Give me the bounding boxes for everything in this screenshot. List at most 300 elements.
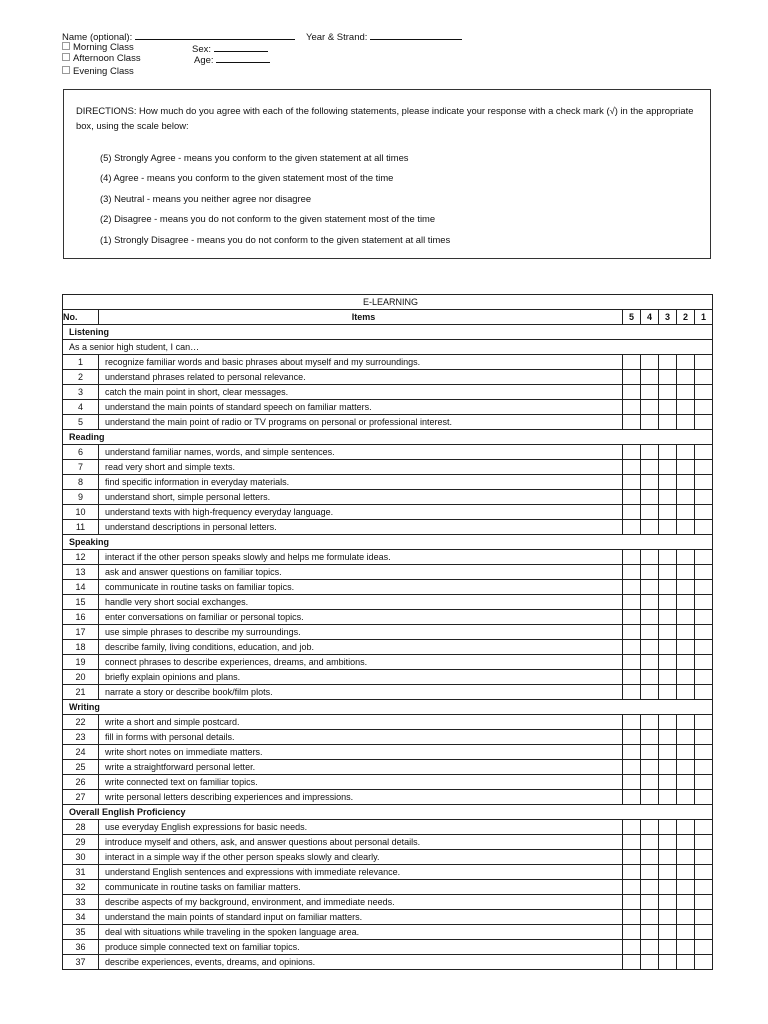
scale-disagree: (2) Disagree - means you do not conform to the given statement most of the time [100,213,436,224]
rating-box-4[interactable] [641,385,659,400]
item-text: interact in a simple way if the other person speaks slowly and clearly. [99,850,623,865]
checkbox-icon[interactable] [62,66,70,74]
rating-box-4[interactable] [641,505,659,520]
rating-box-4[interactable] [641,895,659,910]
item-number: 13 [63,565,99,580]
rating-box-3[interactable] [659,460,677,475]
item-text: use everyday English expressions for basic needs. [99,820,623,835]
item-number: 27 [63,790,99,805]
rating-box-4[interactable] [641,715,659,730]
rating-box-5[interactable] [623,475,641,490]
column-header-1: 1 [695,310,713,325]
section-title: Overall English Proficiency [63,805,713,820]
rating-box-4[interactable] [641,475,659,490]
rating-box-5[interactable] [623,730,641,745]
rating-box-3[interactable] [659,670,677,685]
item-number: 18 [63,640,99,655]
rating-box-4[interactable] [641,775,659,790]
rating-box-4[interactable] [641,415,659,430]
item-number: 24 [63,745,99,760]
item-number: 3 [63,385,99,400]
rating-box-3[interactable] [659,790,677,805]
rating-box-3[interactable] [659,475,677,490]
rating-box-1[interactable] [695,505,713,520]
rating-box-5[interactable] [623,505,641,520]
rating-box-2[interactable] [677,625,695,640]
item-text: write a short and simple postcard. [99,715,623,730]
rating-box-1[interactable] [695,940,713,955]
rating-box-4[interactable] [641,520,659,535]
rating-box-1[interactable] [695,355,713,370]
rating-box-3[interactable] [659,490,677,505]
table-row [63,745,713,760]
rating-box-5[interactable] [623,745,641,760]
rating-box-1[interactable] [695,415,713,430]
rating-box-2[interactable] [677,505,695,520]
rating-box-5[interactable] [623,880,641,895]
rating-box-2[interactable] [677,730,695,745]
rating-box-4[interactable] [641,580,659,595]
rating-box-2[interactable] [677,670,695,685]
rating-box-4[interactable] [641,565,659,580]
rating-box-1[interactable] [695,550,713,565]
class-label-evening: Evening Class [73,66,134,77]
rating-box-4[interactable] [641,445,659,460]
item-number: 7 [63,460,99,475]
item-number: 1 [63,355,99,370]
table-row [63,775,713,790]
item-number: 12 [63,550,99,565]
table-header-row [63,310,713,325]
rating-box-5[interactable] [623,850,641,865]
rating-box-4[interactable] [641,925,659,940]
rating-box-3[interactable] [659,610,677,625]
item-text: handle very short social exchanges. [99,595,623,610]
rating-box-5[interactable] [623,715,641,730]
rating-box-5[interactable] [623,955,641,970]
rating-box-3[interactable] [659,580,677,595]
rating-box-2[interactable] [677,520,695,535]
rating-box-3[interactable] [659,595,677,610]
rating-box-3[interactable] [659,640,677,655]
rating-box-2[interactable] [677,355,695,370]
rating-box-4[interactable] [641,610,659,625]
rating-box-5[interactable] [623,895,641,910]
table-row [63,895,713,910]
rating-box-3[interactable] [659,355,677,370]
rating-box-5[interactable] [623,820,641,835]
rating-box-4[interactable] [641,760,659,775]
rating-box-2[interactable] [677,715,695,730]
rating-box-5[interactable] [623,670,641,685]
survey-table [62,294,713,970]
table-row [63,640,713,655]
item-number: 32 [63,880,99,895]
scale-neutral: (3) Neutral - means you neither agree nor disagree [100,193,312,204]
scale-agree: (4) Agree - means you conform to the given statement most of the time [100,172,394,183]
rating-box-2[interactable] [677,760,695,775]
rating-box-5[interactable] [623,445,641,460]
rating-box-1[interactable] [695,580,713,595]
rating-box-3[interactable] [659,925,677,940]
table-row [63,910,713,925]
rating-box-5[interactable] [623,385,641,400]
rating-box-3[interactable] [659,775,677,790]
rating-box-3[interactable] [659,370,677,385]
rating-box-1[interactable] [695,730,713,745]
item-number: 5 [63,415,99,430]
item-text: understand English sentences and expressions with immediate relevance. [99,865,623,880]
rating-box-5[interactable] [623,400,641,415]
rating-box-3[interactable] [659,385,677,400]
table-row [63,925,713,940]
rating-box-2[interactable] [677,685,695,700]
table-row [63,565,713,580]
rating-box-3[interactable] [659,415,677,430]
table-title-row [63,295,713,310]
rating-box-4[interactable] [641,910,659,925]
rating-box-1[interactable] [695,790,713,805]
rating-box-4[interactable] [641,835,659,850]
rating-box-2[interactable] [677,460,695,475]
rating-box-1[interactable] [695,925,713,940]
item-text: describe aspects of my background, environment, and immediate needs. [99,895,623,910]
rating-box-3[interactable] [659,850,677,865]
rating-box-1[interactable] [695,955,713,970]
item-text: understand familiar names, words, and simple sentences. [99,445,623,460]
rating-box-4[interactable] [641,850,659,865]
rating-box-5[interactable] [623,685,641,700]
rating-box-1[interactable] [695,610,713,625]
rating-box-5[interactable] [623,625,641,640]
table-row [63,595,713,610]
rating-box-4[interactable] [641,880,659,895]
rating-box-2[interactable] [677,775,695,790]
item-text: read very short and simple texts. [99,460,623,475]
table-row [63,940,713,955]
rating-box-2[interactable] [677,445,695,460]
sex-label: Sex: [192,44,212,55]
section-header-row [63,805,713,820]
section-title: Speaking [63,535,713,550]
year-strand-label: Year & Strand: [305,32,368,43]
item-text: introduce myself and others, ask, and answer questions about personal details. [99,835,623,850]
rating-box-3[interactable] [659,565,677,580]
rating-box-2[interactable] [677,550,695,565]
rating-box-1[interactable] [695,595,713,610]
rating-box-4[interactable] [641,370,659,385]
rating-box-2[interactable] [677,745,695,760]
rating-box-3[interactable] [659,910,677,925]
rating-box-3[interactable] [659,655,677,670]
rating-box-5[interactable] [623,595,641,610]
rating-box-3[interactable] [659,895,677,910]
item-number: 8 [63,475,99,490]
class-label-morning: Morning Class [73,42,134,53]
rating-box-5[interactable] [623,565,641,580]
table-row [63,490,713,505]
item-number: 30 [63,850,99,865]
age-label: Age: [194,55,214,66]
rating-box-4[interactable] [641,400,659,415]
item-text: narrate a story or describe book/film plots. [99,685,623,700]
rating-box-1[interactable] [695,370,713,385]
rating-box-2[interactable] [677,655,695,670]
table-row [63,520,713,535]
table-row [63,835,713,850]
rating-box-3[interactable] [659,445,677,460]
column-header-2: 2 [677,310,695,325]
rating-box-1[interactable] [695,400,713,415]
rating-box-1[interactable] [695,385,713,400]
item-text: write a straightforward personal letter. [99,760,623,775]
table-row [63,580,713,595]
rating-box-3[interactable] [659,955,677,970]
rating-box-1[interactable] [695,520,713,535]
rating-box-5[interactable] [623,910,641,925]
name-input-line[interactable] [135,30,295,40]
rating-box-4[interactable] [641,865,659,880]
rating-box-2[interactable] [677,925,695,940]
rating-box-4[interactable] [641,670,659,685]
rating-box-5[interactable] [623,775,641,790]
rating-box-2[interactable] [677,880,695,895]
rating-box-4[interactable] [641,820,659,835]
item-text: briefly explain opinions and plans. [99,670,623,685]
item-number: 2 [63,370,99,385]
table-row [63,955,713,970]
rating-box-4[interactable] [641,550,659,565]
rating-box-3[interactable] [659,835,677,850]
rating-box-1[interactable] [695,910,713,925]
table-row [63,880,713,895]
table-row [63,445,713,460]
table-row [63,400,713,415]
item-number: 25 [63,760,99,775]
rating-box-4[interactable] [641,655,659,670]
rating-box-5[interactable] [623,865,641,880]
rating-box-2[interactable] [677,370,695,385]
section-header-row [63,700,713,715]
rating-box-1[interactable] [695,655,713,670]
rating-box-3[interactable] [659,880,677,895]
table-row [63,865,713,880]
rating-box-4[interactable] [641,940,659,955]
rating-box-5[interactable] [623,370,641,385]
column-header-items: Items [99,310,623,325]
rating-box-2[interactable] [677,835,695,850]
rating-box-5[interactable] [623,580,641,595]
rating-box-4[interactable] [641,685,659,700]
table-row [63,655,713,670]
rating-box-2[interactable] [677,400,695,415]
item-text: understand descriptions in personal letters. [99,520,623,535]
table-row [63,790,713,805]
item-text: produce simple connected text on familiar topics. [99,940,623,955]
rating-box-3[interactable] [659,760,677,775]
column-header-no: No. [63,310,99,325]
rating-box-1[interactable] [695,640,713,655]
rating-box-1[interactable] [695,715,713,730]
rating-box-2[interactable] [677,895,695,910]
rating-box-2[interactable] [677,865,695,880]
rating-box-2[interactable] [677,910,695,925]
item-number: 33 [63,895,99,910]
rating-box-1[interactable] [695,670,713,685]
rating-box-4[interactable] [641,640,659,655]
rating-box-4[interactable] [641,595,659,610]
table-row [63,370,713,385]
rating-box-4[interactable] [641,730,659,745]
class-label-afternoon: Afternoon Class [73,53,141,64]
class-option-afternoon[interactable] [62,53,141,65]
item-number: 36 [63,940,99,955]
table-row [63,385,713,400]
table-row [63,730,713,745]
item-number: 22 [63,715,99,730]
table-row [63,550,713,565]
rating-box-3[interactable] [659,745,677,760]
item-number: 4 [63,400,99,415]
rating-box-1[interactable] [695,625,713,640]
checkbox-icon[interactable] [62,42,70,50]
rating-box-2[interactable] [677,490,695,505]
rating-box-3[interactable] [659,400,677,415]
item-number: 20 [63,670,99,685]
item-text: enter conversations on familiar or personal topics. [99,610,623,625]
item-text: recognize familiar words and basic phrases about myself and my surroundings. [99,355,623,370]
rating-box-1[interactable] [695,565,713,580]
item-text: understand the main points of standard speech on familiar matters. [99,400,623,415]
rating-box-5[interactable] [623,655,641,670]
rating-box-2[interactable] [677,580,695,595]
rating-box-3[interactable] [659,820,677,835]
section-title: Writing [63,700,713,715]
sex-input-line[interactable] [214,42,268,52]
rating-box-5[interactable] [623,460,641,475]
rating-box-2[interactable] [677,940,695,955]
checkbox-icon[interactable] [62,53,70,61]
rating-box-2[interactable] [677,595,695,610]
rating-box-5[interactable] [623,925,641,940]
item-number: 16 [63,610,99,625]
rating-box-5[interactable] [623,490,641,505]
rating-box-5[interactable] [623,550,641,565]
year-strand-input-line[interactable] [370,30,462,40]
rating-box-1[interactable] [695,820,713,835]
rating-box-3[interactable] [659,730,677,745]
rating-box-1[interactable] [695,865,713,880]
age-field-row [194,53,270,67]
item-number: 29 [63,835,99,850]
item-number: 34 [63,910,99,925]
rating-box-3[interactable] [659,505,677,520]
rating-box-3[interactable] [659,715,677,730]
rating-box-4[interactable] [641,745,659,760]
rating-box-4[interactable] [641,460,659,475]
item-text: interact if the other person speaks slowly and helps me formulate ideas. [99,550,623,565]
rating-box-1[interactable] [695,475,713,490]
table-row [63,715,713,730]
rating-box-5[interactable] [623,415,641,430]
rating-box-1[interactable] [695,745,713,760]
rating-box-2[interactable] [677,790,695,805]
item-number: 14 [63,580,99,595]
item-text: communicate in routine tasks on familiar matters. [99,880,623,895]
rating-box-3[interactable] [659,685,677,700]
rating-box-2[interactable] [677,640,695,655]
rating-box-1[interactable] [695,760,713,775]
rating-box-3[interactable] [659,520,677,535]
section-subheader: As a senior high student, I can… [63,340,713,355]
rating-box-4[interactable] [641,490,659,505]
rating-box-5[interactable] [623,520,641,535]
table-row [63,670,713,685]
rating-box-5[interactable] [623,790,641,805]
table-row [63,625,713,640]
rating-box-4[interactable] [641,355,659,370]
item-text: understand texts with high-frequency everyday language. [99,505,623,520]
column-header-4: 4 [641,310,659,325]
rating-box-3[interactable] [659,940,677,955]
rating-box-5[interactable] [623,835,641,850]
rating-box-2[interactable] [677,610,695,625]
directions-box [63,89,711,259]
rating-box-1[interactable] [695,445,713,460]
item-text: understand the main point of radio or TV programs on personal or professional interest. [99,415,623,430]
section-header-row [63,325,713,340]
table-row [63,850,713,865]
rating-box-5[interactable] [623,640,641,655]
rating-box-1[interactable] [695,835,713,850]
rating-box-2[interactable] [677,955,695,970]
item-text: find specific information in everyday materials. [99,475,623,490]
rating-box-5[interactable] [623,355,641,370]
section-subheader-row [63,340,713,355]
rating-box-1[interactable] [695,895,713,910]
rating-box-5[interactable] [623,760,641,775]
rating-box-4[interactable] [641,955,659,970]
class-option-evening[interactable] [62,66,134,78]
rating-box-4[interactable] [641,625,659,640]
rating-box-1[interactable] [695,880,713,895]
rating-box-3[interactable] [659,625,677,640]
age-input-line[interactable] [216,53,270,63]
item-text: connect phrases to describe experiences, dreams, and ambitions. [99,655,623,670]
rating-box-1[interactable] [695,490,713,505]
rating-box-2[interactable] [677,850,695,865]
rating-box-1[interactable] [695,775,713,790]
item-number: 6 [63,445,99,460]
rating-box-3[interactable] [659,550,677,565]
rating-box-1[interactable] [695,850,713,865]
rating-box-4[interactable] [641,790,659,805]
item-number: 15 [63,595,99,610]
item-number: 21 [63,685,99,700]
rating-box-2[interactable] [677,385,695,400]
rating-box-2[interactable] [677,820,695,835]
rating-box-5[interactable] [623,610,641,625]
rating-box-2[interactable] [677,565,695,580]
rating-box-5[interactable] [623,940,641,955]
rating-box-1[interactable] [695,685,713,700]
rating-box-2[interactable] [677,475,695,490]
rating-box-1[interactable] [695,460,713,475]
table-row [63,760,713,775]
item-number: 9 [63,490,99,505]
rating-box-2[interactable] [677,415,695,430]
rating-box-3[interactable] [659,865,677,880]
